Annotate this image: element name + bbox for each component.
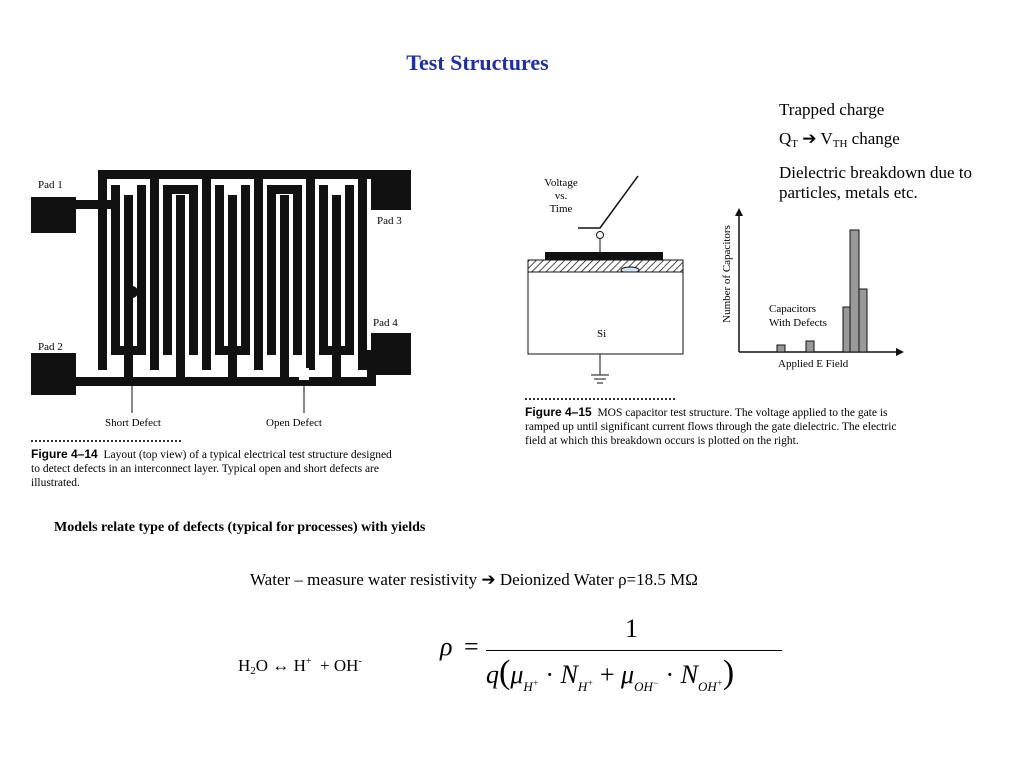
caption-divider — [31, 440, 181, 442]
note-dielectric: Dielectric breakdown due to particles, metals etc. — [779, 163, 973, 202]
short-defect-label: Short Defect — [105, 417, 161, 429]
x-axis-label: Applied E Field — [778, 358, 849, 370]
pad-2-label: Pad 2 — [38, 341, 63, 353]
figure-4-15 — [520, 170, 910, 460]
y-axis-label: Number of Capacitors — [721, 225, 733, 323]
figure-4-15-caption: Figure 4–15 MOS capacitor test structure. The voltage applied to the gate is ramped up until significant current flows through the gate dielectric. The electric field at which this breakdown occurs is plotted on the right. — [525, 405, 897, 447]
open-defect-mark — [299, 368, 309, 380]
models-statement: Models relate type of defects (typical for processes) with yields — [54, 520, 426, 535]
resistivity-formula: ρ = 1 $q(\mu_{H^+} \cdot N_{H^+} + \mu_{OH^-} \cdot N_{OH^+})$ — [440, 610, 800, 700]
caption-divider — [525, 398, 675, 400]
double-arrow-icon: ↔ — [272, 656, 290, 675]
note-qt-vth: $Q_T$ ➔ $V_{TH}$ change — [779, 129, 900, 150]
voltage-ramp-line — [578, 176, 638, 228]
figure-4-14-caption: Figure 4–14 Layout (top view) of a typical electrical test structure designed to detect defects in an interconnect layer. Typical open and short defects are illustrated. — [31, 447, 392, 489]
formula-denominator: $q(\mu_{H^+} \cdot N_{H^+} + \mu_{OH^-} \cdot N_{OH^+})$ — [486, 654, 735, 694]
short-defect-mark — [126, 286, 138, 298]
voltage-vs-time-label: Voltage vs. Time — [544, 177, 578, 215]
mos-capacitor-diagram — [520, 170, 910, 395]
comb-test-structure — [28, 165, 428, 440]
pad-3-label: Pad 3 — [377, 215, 402, 227]
figure-4-14 — [28, 165, 428, 500]
pad-4-label: Pad 4 — [373, 317, 398, 329]
water-dissociation-reaction: $H_2O$ ↔ H+ + OH- — [238, 656, 362, 677]
arrow-icon: ➔ — [802, 129, 817, 148]
si-label: Si — [597, 328, 607, 340]
silicon-substrate — [528, 272, 683, 354]
fraction-bar — [486, 650, 782, 651]
pad-2-block — [31, 353, 76, 395]
note-trapped-charge: Trapped charge — [779, 100, 885, 119]
pad-1-label: Pad 1 — [38, 179, 63, 191]
capacitors-with-defects-label: Capacitors With Defects — [769, 303, 827, 329]
pad-3-block — [371, 170, 411, 210]
arrow-icon: ➔ — [481, 570, 496, 589]
water-resistivity-line: Water – measure water resistivity ➔ Deionized Water ρ=18.5 MΩ — [250, 570, 698, 589]
pad-4-block — [371, 333, 411, 375]
pad-1-block — [31, 197, 76, 233]
gate-oxide — [528, 260, 683, 272]
open-defect-label: Open Defect — [266, 417, 322, 429]
gate-electrode — [545, 252, 663, 260]
page-title: Test Structures — [406, 50, 549, 75]
